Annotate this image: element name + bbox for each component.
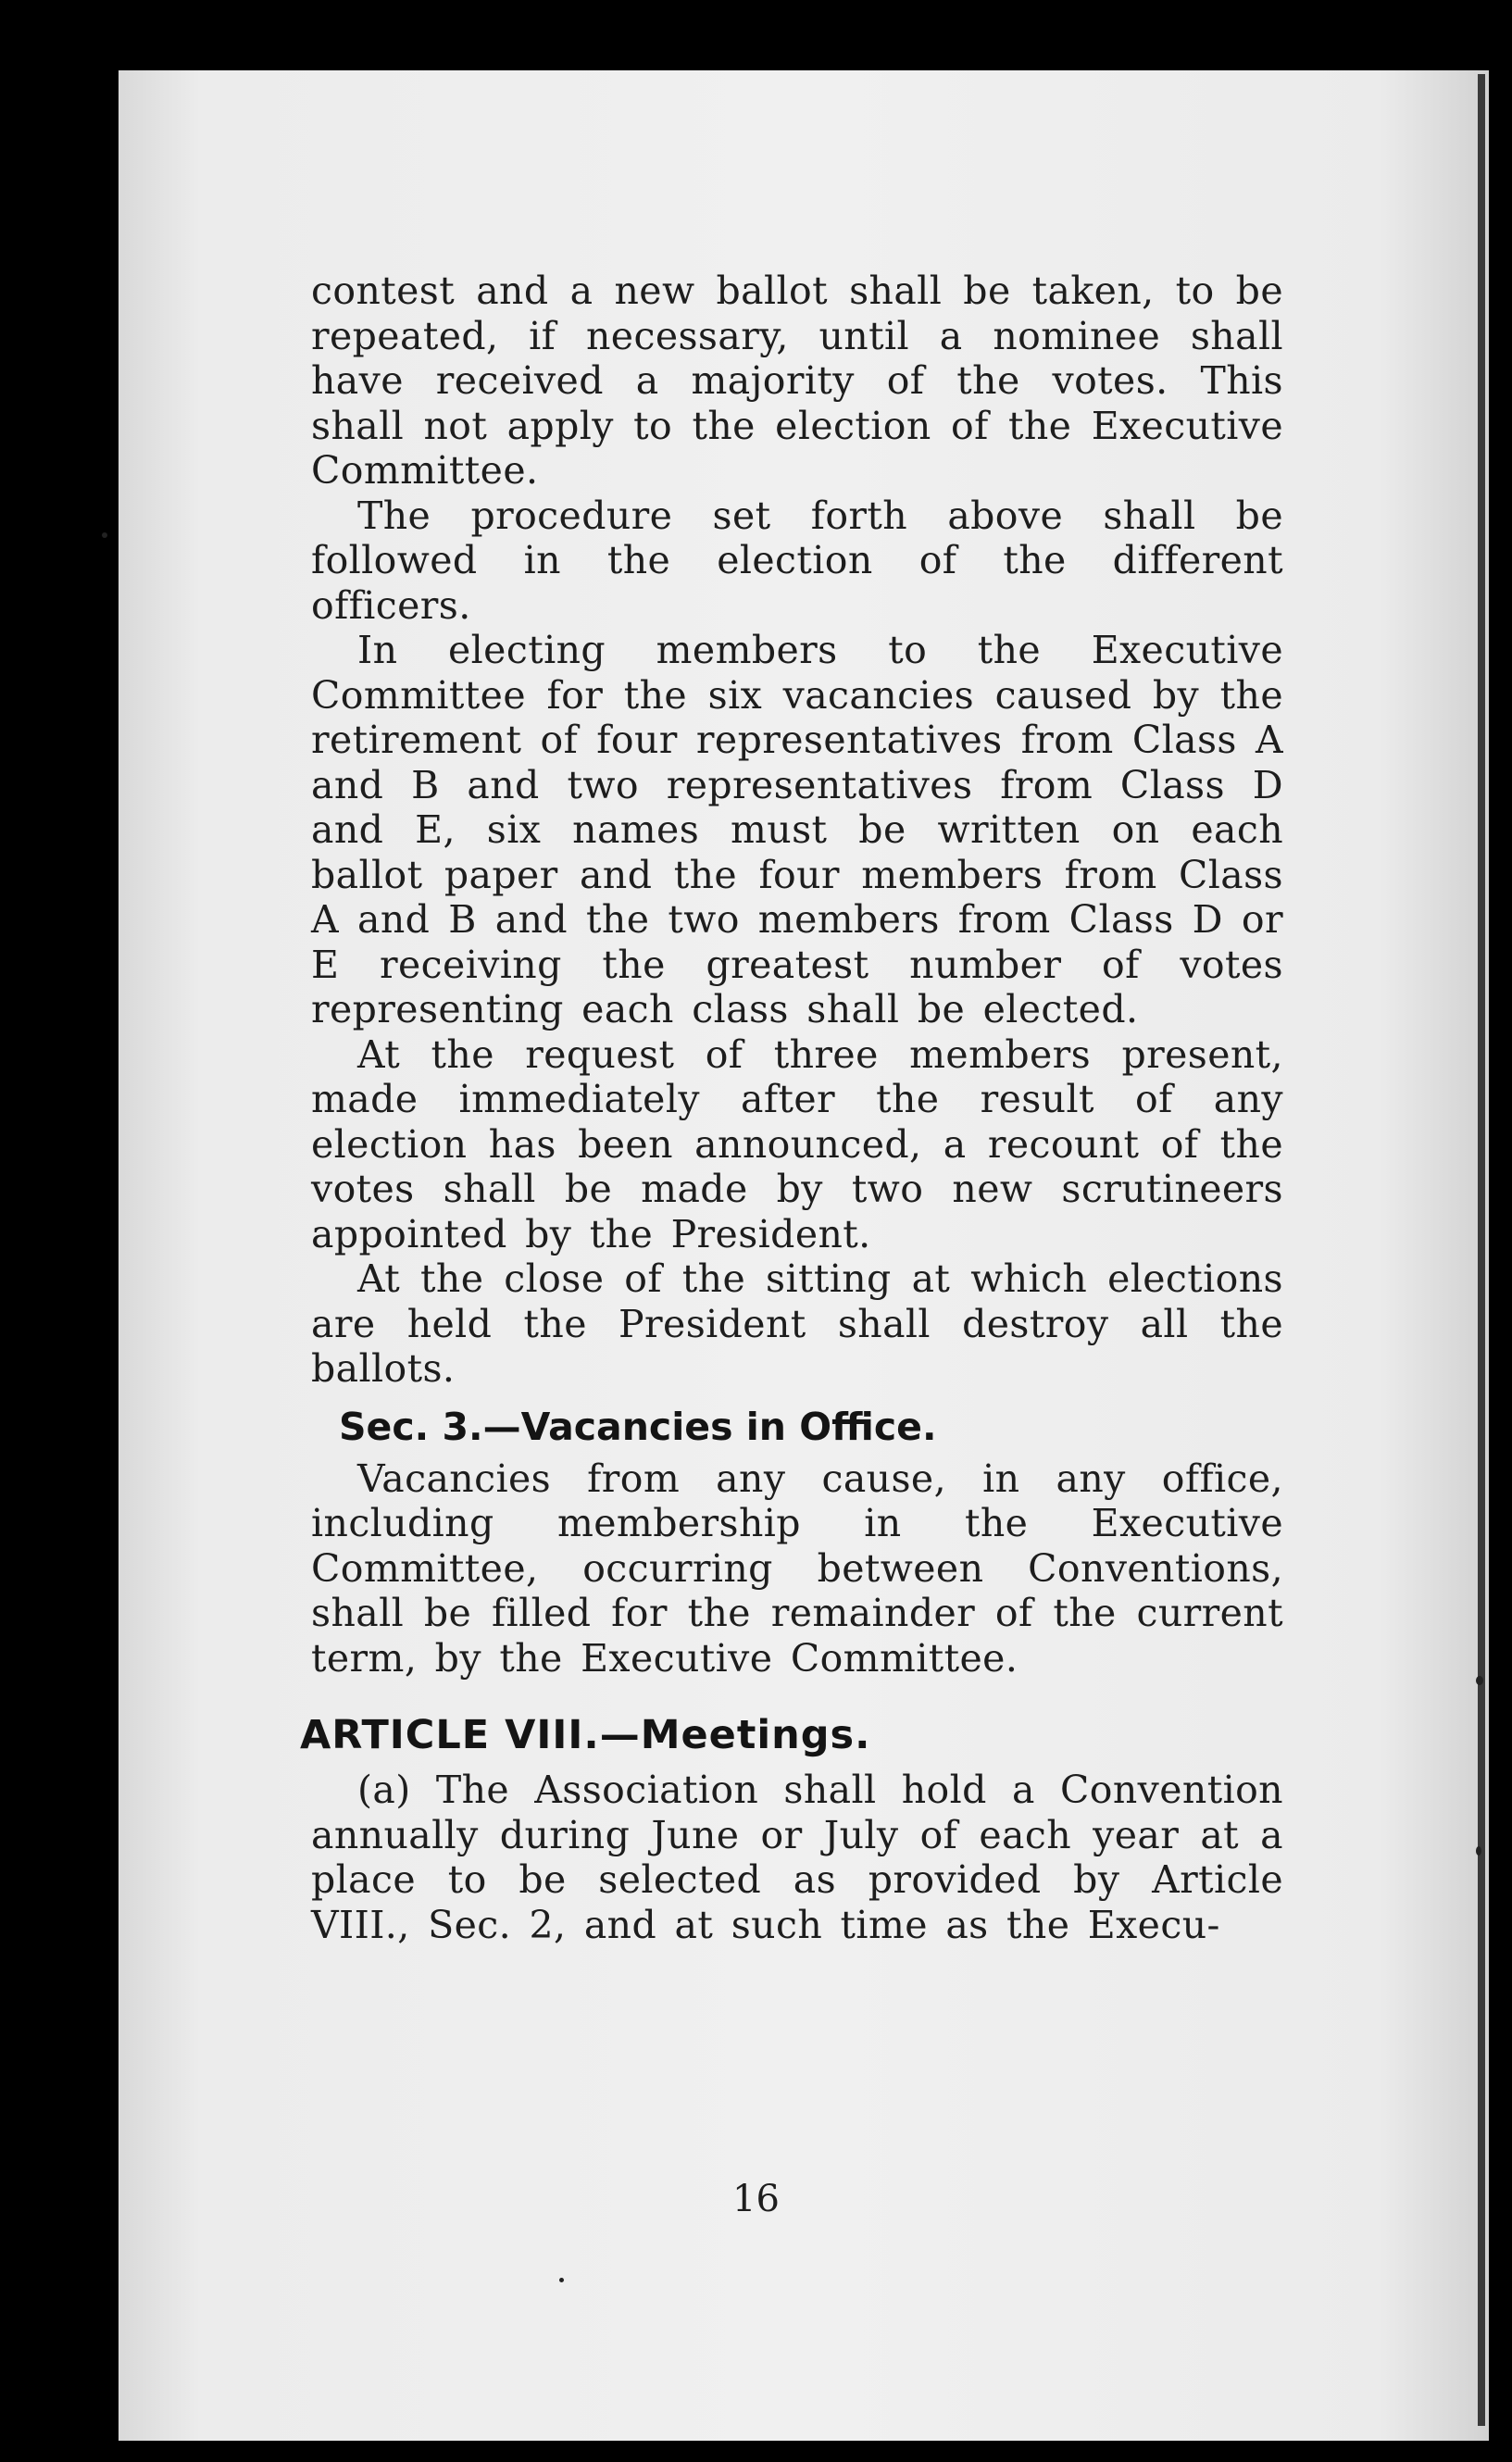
- page-number: 16: [732, 2178, 780, 2220]
- scan-speck: [102, 532, 107, 538]
- section-heading-vacancies: Sec. 3.—Vacancies in Office.: [339, 1404, 937, 1449]
- paragraph-convention: (a) The Association shall hold a Convention annually during June or July of each year at a place to be selected as provided by Article VIII., Sec. 2, and at such time as the Execu-: [311, 1768, 1283, 1947]
- paragraph-procedure: The procedure set forth above shall be followed in the election of the different officers.: [311, 493, 1283, 628]
- scan-speck: [1476, 1676, 1483, 1685]
- paragraph-destroy-ballots: At the close of the sitting at which elections are held the President shall destroy all the ballots.: [311, 1256, 1283, 1391]
- scan-speck: [1476, 1846, 1481, 1856]
- page-edge-shadow: [1478, 74, 1485, 2426]
- article-heading-meetings: ARTICLE VIII.—Meetings.: [300, 1712, 871, 1758]
- paragraph-ballot-contest: contest and a new ballot shall be taken, to be repeated, if necessary, until a nominee shall have received a majority of the votes. This shall not apply to the election of the Executive Committee.: [311, 269, 1283, 493]
- paragraph-recount: At the request of three members present, made immediately after the result of any election has been announced, a recount of the votes shall be made by two new scrutineers appointed by the President.: [311, 1031, 1283, 1256]
- page-text: [300, 269, 1283, 1947]
- paragraph-vacancies: Vacancies from any cause, in any office, including membership in the Executive Committee, occurring between Conventions, shall be filled for the remainder of the current term, by the Executive Committee.: [311, 1456, 1283, 1681]
- scan-speck: [559, 2278, 564, 2282]
- paragraph-executive-election: In electing members to the Executive Committee for the six vacancies caused by the retirement of four representatives from Class A and B and two representatives from Class D and E, six names must be written on each ballot paper and the four members from Class A and B and the two members from Class D or E receiving the greatest number of votes representing each class shall be elected.: [311, 628, 1283, 1031]
